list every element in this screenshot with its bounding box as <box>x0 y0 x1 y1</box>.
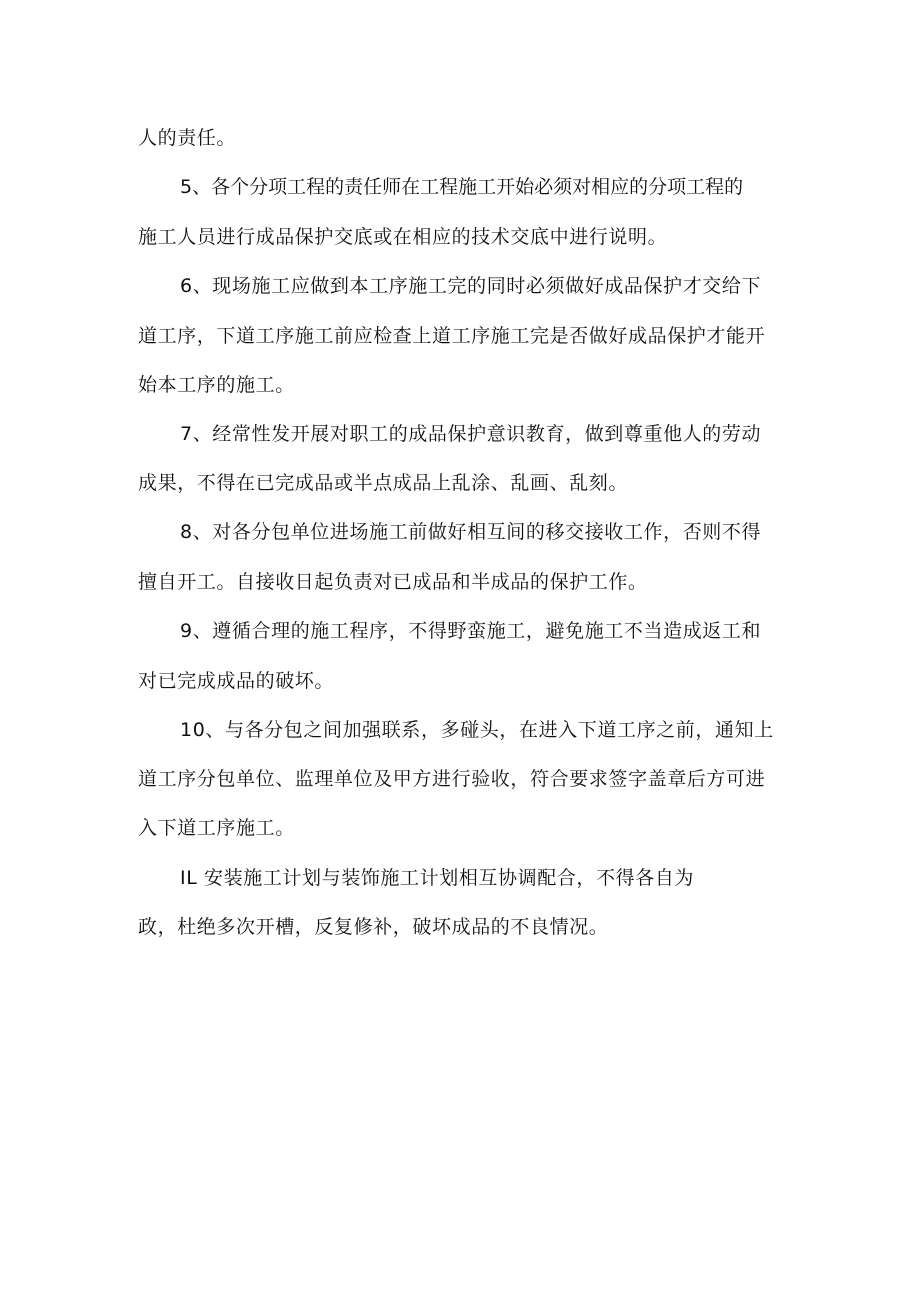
paragraph-line: 8、对各分包单位进场施工前做好相互间的移交接收工作，否则不得 <box>180 521 762 543</box>
paragraph-line: 10、与各分包之间加强联系，多碰头，在进入下道工序之前，通知上 <box>180 719 774 741</box>
paragraph-line: 对已完成成品的破坏。 <box>138 670 335 692</box>
paragraph-line: 人的责任。 <box>138 127 237 149</box>
paragraph-line: 成果，不得在已完成品或半点成品上乱涂、乱画、乱刻。 <box>138 472 629 494</box>
paragraph-line: 道工序，下道工序施工前应检查上道工序施工完是否做好成品保护才能开 <box>138 325 766 347</box>
paragraph-line: 始本工序的施工。 <box>138 374 295 396</box>
paragraph-line: IL 安装施工计划与装饰施工计划相互协调配合，不得各自为 <box>180 867 695 889</box>
paragraph-line: 7、经常性发开展对职工的成品保护意识教育，做到尊重他人的劳动 <box>180 423 762 445</box>
paragraph-line: 9、遵循合理的施工程序，不得野蛮施工，避免施工不当造成返工和 <box>180 620 762 642</box>
paragraph-line-text: 5、各个分项工程的责任师在工程施工开始必须对相应的分项工程的 <box>180 176 744 198</box>
paragraph-line: 擅自开工。自接收日起负责对已成品和半成品的保护工作。 <box>138 571 648 593</box>
paragraph-line <box>180 172 788 202</box>
paragraph-line: 6、现场施工应做到本工序施工完的同时必须做好成品保护才交给下 <box>180 275 762 297</box>
paragraph-line: 政，杜绝多次开槽，反复修补，破坏成品的不良情况。 <box>138 916 609 938</box>
paragraph-line: 道工序分包单位、监理单位及甲方进行验收，符合要求签字盖章后方可进 <box>138 768 766 790</box>
paragraph-line: 施工人员进行成品保护交底或在相应的技术交底中进行说明。 <box>138 226 668 248</box>
paragraph-line: 入下道工序施工。 <box>138 817 295 839</box>
